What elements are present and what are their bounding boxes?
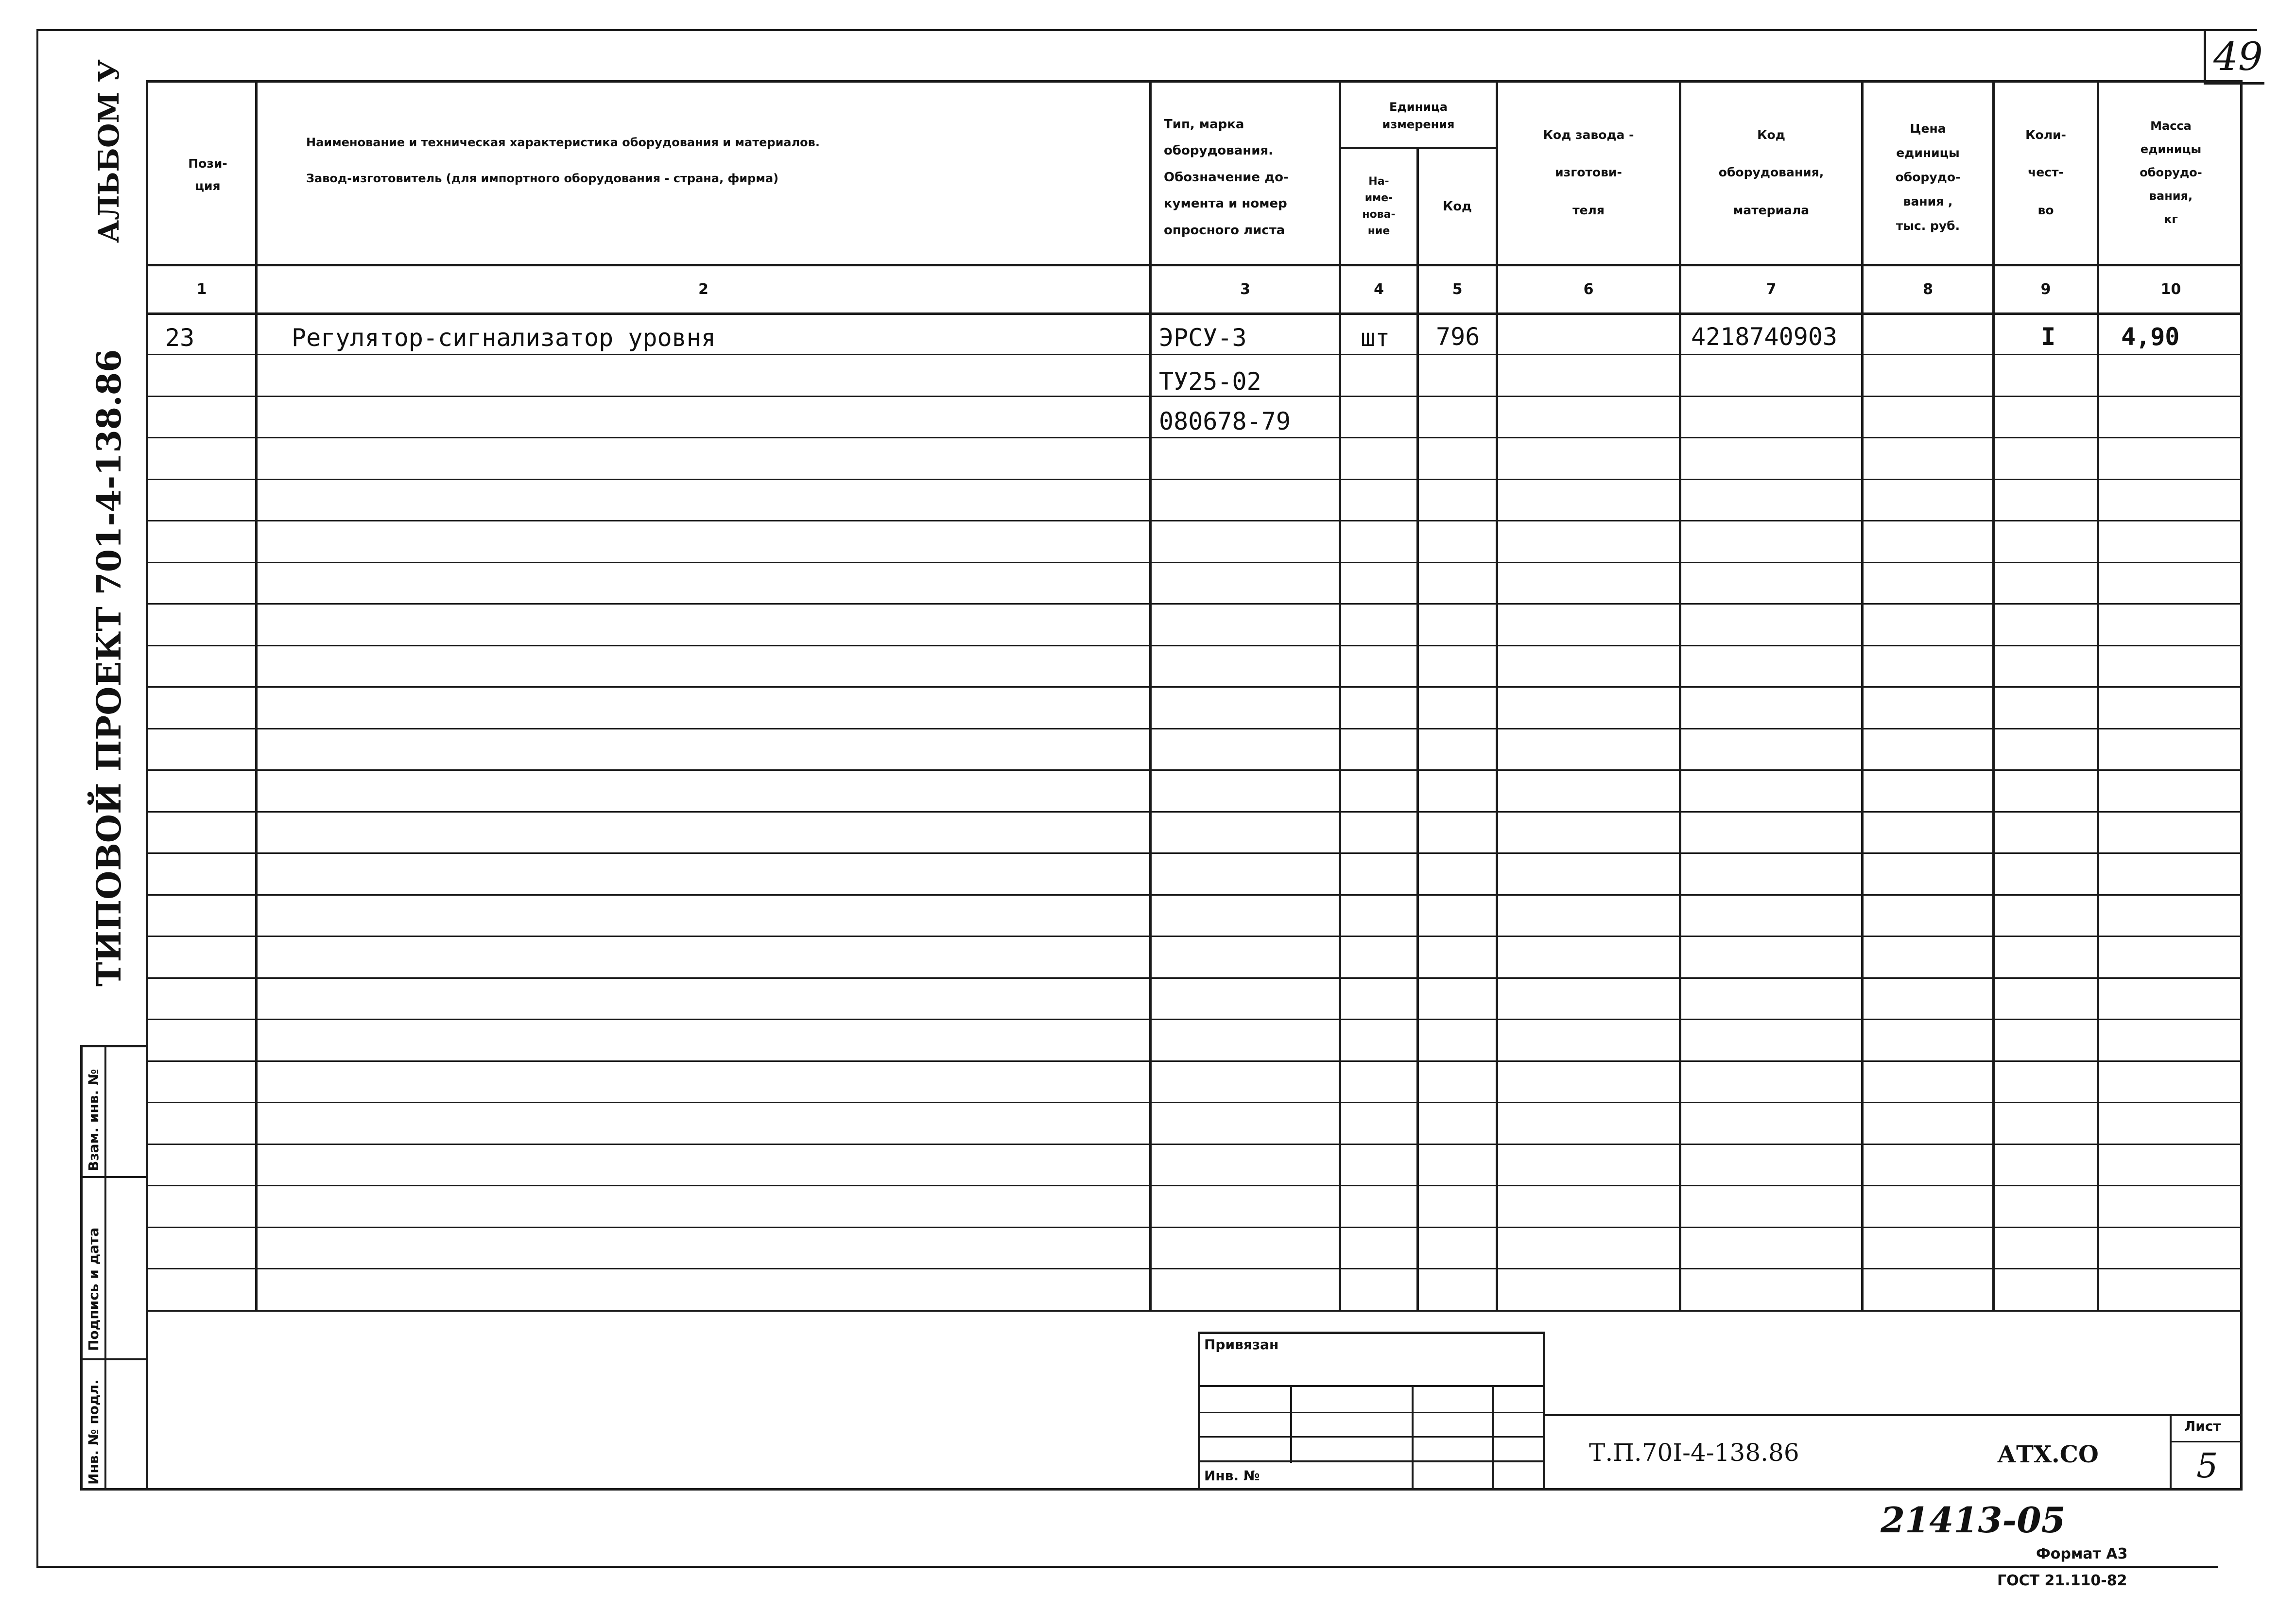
table-row-line — [148, 728, 2243, 729]
row-1-unit-code: 796 — [1436, 323, 1480, 351]
colnum-6: 6 — [1583, 281, 1594, 298]
header-maker-code-l3: теля — [1572, 203, 1605, 217]
table-row-line — [148, 769, 2243, 771]
header-unit-name-l4: ние — [1367, 225, 1390, 238]
row-1-qty: I — [2041, 323, 2056, 351]
header-qty-l2: чест- — [2028, 165, 2064, 180]
header-qty-l3: во — [2037, 203, 2054, 217]
header-mass-l5: кг — [2164, 212, 2178, 226]
side-stamp-divider — [104, 1045, 106, 1491]
header-type-l4: кумента и номер — [1164, 196, 1287, 211]
table-row-line — [148, 562, 2243, 563]
colnum-2: 2 — [698, 281, 708, 298]
header-type-l5: опросного листа — [1164, 223, 1285, 238]
header-name-l1: Наименование и техническая характеристика оборудования и материалов. — [306, 135, 820, 149]
album-label: АЛЬБОМ У — [92, 59, 125, 243]
header-unit-name-l2: име- — [1364, 191, 1393, 204]
header-type-l1: Тип, марка — [1164, 117, 1244, 132]
header-price-l1: Цена — [1910, 121, 1946, 136]
stamp-inv-label: Инв. № — [1204, 1468, 1260, 1484]
header-pos — [160, 87, 255, 262]
page-border-bottom — [36, 1566, 2218, 1568]
colnum-8: 8 — [1923, 281, 1933, 298]
header-price-l3: оборудо- — [1895, 170, 1961, 184]
header-mass-l3: оборудо- — [2140, 166, 2202, 179]
stamp-vline-2 — [1412, 1385, 1414, 1491]
table-row-line — [148, 603, 2243, 605]
side-stamp-row-2 — [80, 1358, 148, 1360]
header-name-l2: Завод-изготовитель (для импортного оборудования - страна, фирма) — [306, 172, 779, 185]
doc-mark: АТХ.СО — [1997, 1441, 2099, 1468]
row-1-name: Регулятор-сигнализатор уровня — [292, 324, 716, 352]
header-pos-l1: Пози- — [188, 156, 227, 171]
page-border-top — [36, 29, 2257, 31]
table-row-line — [148, 1185, 2243, 1186]
row-1-type: ЭРСУ-3 — [1159, 324, 1247, 352]
colnum-9: 9 — [2040, 281, 2051, 298]
header-unit-code-l1: Код — [1442, 199, 1472, 214]
header-equip-code-l1: Код — [1757, 127, 1785, 142]
side-project-title: ТИПОВОЙ ПРОЕКТ 701-4-138.86 — [90, 349, 129, 987]
table-row-line — [148, 437, 2243, 438]
colnum-3: 3 — [1240, 281, 1250, 298]
table-row-line — [148, 645, 2243, 646]
header-equip-code-l2: оборудования, — [1718, 165, 1824, 180]
table-row-line — [148, 1019, 2243, 1020]
colnum-10: 10 — [2160, 281, 2181, 298]
table-row-line — [148, 1227, 2243, 1228]
colnum-5: 5 — [1452, 281, 1463, 298]
table-row-line — [148, 811, 2243, 813]
header-price-l5: тыс. руб. — [1896, 219, 1960, 233]
col-line-8 — [1992, 80, 1995, 1311]
table-row-line — [148, 894, 2243, 896]
gost-label: ГОСТ 21.110-82 — [1997, 1572, 2127, 1589]
side-stamp-inv: Инв. № подл. — [86, 1379, 102, 1485]
header-price-l4: вания , — [1903, 194, 1953, 208]
table-row-line — [148, 1102, 2243, 1103]
header-equip-code — [1681, 92, 1861, 253]
title-block-top — [1545, 1414, 2243, 1416]
table-bottom-line — [148, 1310, 2243, 1312]
header-maker-code — [1498, 92, 1679, 253]
header-mass — [2099, 92, 2243, 253]
colnum-1: 1 — [196, 281, 207, 298]
col-line-3 — [1339, 80, 1341, 1311]
sheet-box-divider — [2170, 1441, 2243, 1442]
header-price — [1864, 97, 1992, 258]
col-line-9 — [2097, 80, 2099, 1311]
header-unit-name — [1341, 151, 1416, 262]
colnum-4: 4 — [1374, 281, 1384, 298]
header-qty — [1995, 92, 2097, 253]
table-row-line — [148, 686, 2243, 688]
header-unit-group-l2: измерения — [1382, 117, 1455, 131]
table-row-line — [148, 354, 2243, 355]
header-unit-code — [1419, 151, 1496, 262]
header-type-l2: оборудования. — [1164, 143, 1274, 158]
side-stamp-signature: Подпись и дата — [86, 1227, 102, 1351]
row-2-type: ТУ25-02 — [1159, 367, 1261, 396]
header-maker-code-l2: изготови- — [1555, 165, 1622, 180]
header-mass-l2: единицы — [2140, 142, 2202, 156]
header-price-l2: единицы — [1896, 146, 1960, 160]
sheet-label: Лист — [2184, 1418, 2221, 1434]
colnum-bottom-line — [148, 312, 2243, 315]
page-border-left — [36, 29, 38, 1567]
header-mass-l4: вания, — [2149, 189, 2193, 203]
page-number: 49 — [2213, 34, 2263, 79]
format-label: Формат А3 — [2036, 1545, 2128, 1562]
colnum-7: 7 — [1766, 281, 1777, 298]
col-line-6 — [1679, 80, 1681, 1311]
row-1-pos: 23 — [165, 324, 195, 352]
table-row-line — [148, 479, 2243, 480]
header-unit-group-l1: Единица — [1389, 100, 1448, 114]
row-1-equip-code: 4218740903 — [1691, 323, 1838, 351]
header-type-l3: Обозначение до- — [1164, 170, 1289, 185]
sheet-number: 5 — [2196, 1446, 2218, 1486]
header-pos-l2: ция — [195, 179, 221, 193]
table-row-line — [148, 936, 2243, 937]
header-mass-l1: Масса — [2150, 119, 2192, 133]
stamp-vline-3 — [1492, 1385, 1494, 1491]
header-maker-code-l1: Код завода - — [1543, 127, 1634, 142]
header-unit-group — [1341, 85, 1496, 146]
col-line-1 — [255, 80, 258, 1311]
col-line-4 — [1416, 147, 1419, 1311]
row-1-unit: шт — [1361, 324, 1390, 352]
stamp-vline-1 — [1290, 1385, 1292, 1463]
row-1-mass: 4,90 — [2121, 323, 2180, 351]
table-row-line — [148, 852, 2243, 854]
header-equip-code-l3: материала — [1733, 203, 1810, 217]
header-qty-l1: Коли- — [2025, 127, 2066, 142]
table-row-line — [148, 1060, 2243, 1062]
row-3-type: 080678-79 — [1159, 407, 1291, 435]
header-type — [1164, 95, 1339, 260]
side-stamp-row-1 — [80, 1176, 148, 1178]
col-line-7 — [1861, 80, 1864, 1311]
col-line-5 — [1496, 80, 1498, 1311]
side-stamp-vzam: Взам. инв. № — [86, 1069, 102, 1171]
table-row-line — [148, 1144, 2243, 1145]
stamp-attached-label: Привязан — [1204, 1336, 1279, 1353]
table-row-line — [148, 520, 2243, 521]
header-unit-name-l1: На- — [1368, 175, 1389, 188]
archive-number: 21413-05 — [1881, 1499, 2066, 1541]
col-line-2 — [1149, 80, 1152, 1311]
table-row-line — [148, 1268, 2243, 1269]
doc-code: Т.П.70I-4-138.86 — [1589, 1439, 1799, 1467]
table-row-line — [148, 977, 2243, 979]
table-row-line — [148, 396, 2243, 397]
header-unit-name-l3: нова- — [1362, 208, 1396, 221]
header-name — [306, 92, 1132, 228]
